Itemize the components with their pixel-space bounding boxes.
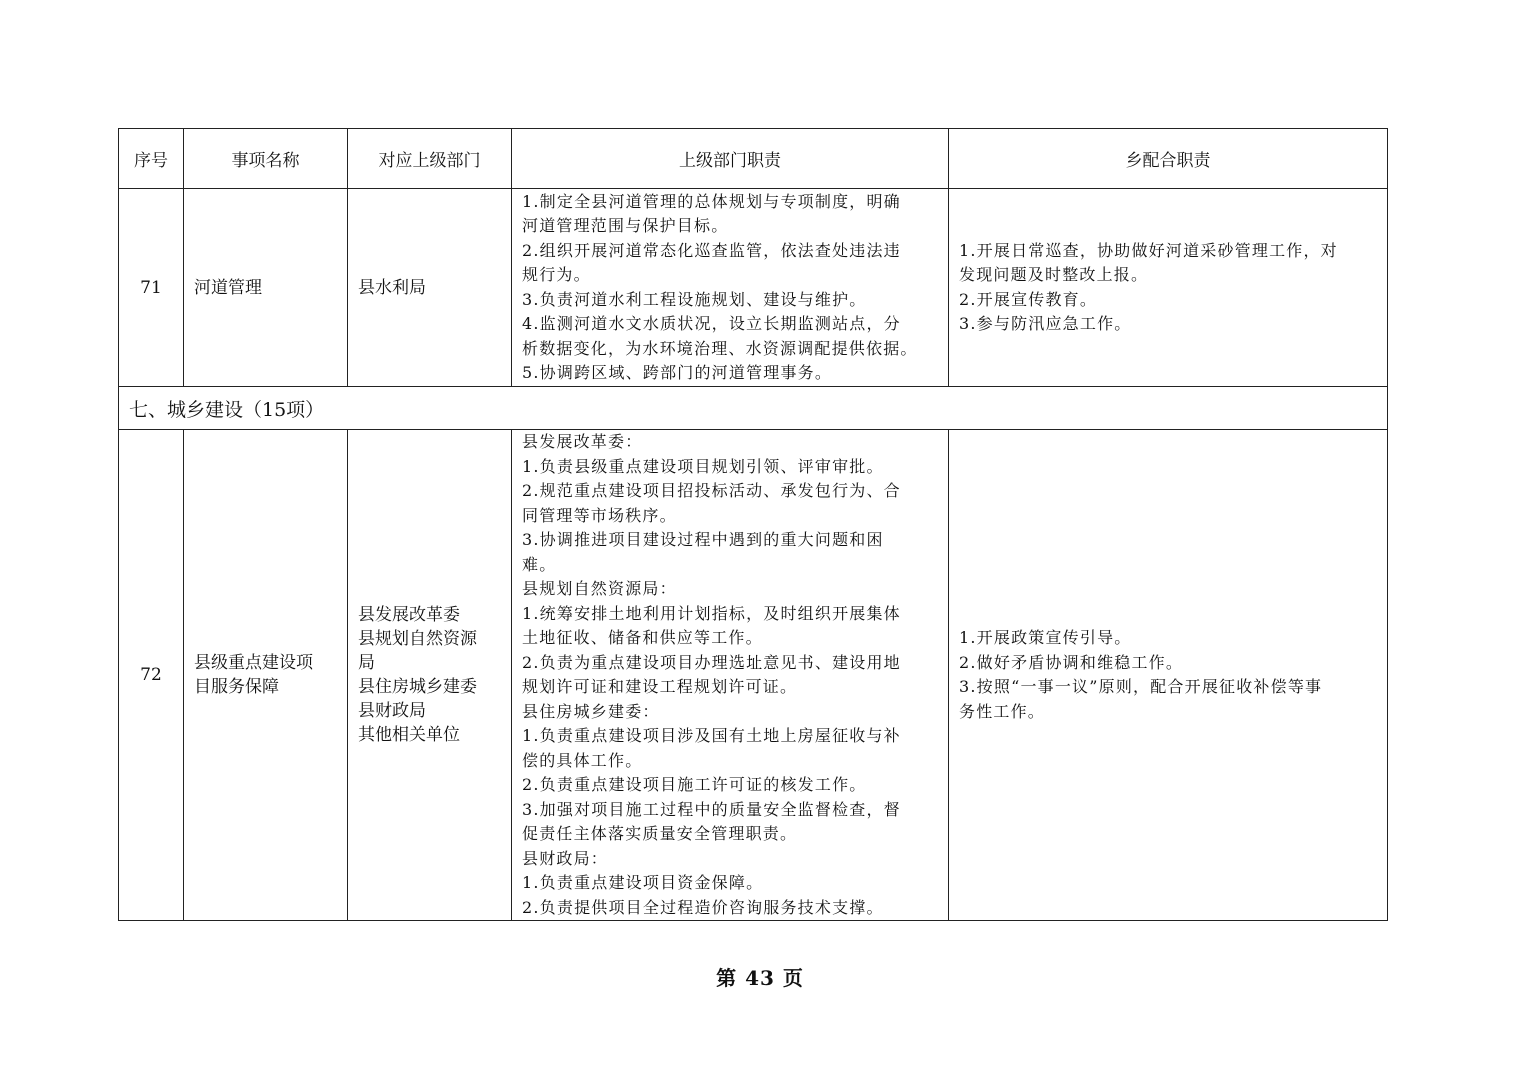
- row-duties: 1.制定全县河道管理的总体规划与专项制度，明确 河道管理范围与保护目标。 2.组织开展河道常态化巡查监管，依法查处违法违 规行为。 3.负责河道水利工程设施规划、建设与维护。 4.监测河道水文水质状况，设立长期监测站点，分 析数据变化，为水环境治理、水资源调配提供依据。 5.协调跨区域、跨部门的河道管理事务。: [512, 189, 949, 387]
- row-no: 72: [119, 430, 184, 921]
- header-coop: 乡配合职责: [949, 129, 1388, 189]
- row-duties: 县发展改革委： 1.负责县级重点建设项目规划引领、评审审批。 2.规范重点建设项目招投标活动、承发包行为、合 同管理等市场秩序。 3.协调推进项目建设过程中遇到的重大问题和困 难。 县规划自然资源局： 1.统筹安排土地利用计划指标，及时组织开展集体 土地征收、储备和供应等工作。 2.负责为重点建设项目办理选址意见书、建设用地 规划许可证和建设工程规划许可证。 县住房城乡建委： 1.负责重点建设项目涉及国有土地上房屋征收与补 偿的具体工作。 2.负责重点建设项目施工许可证的核发工作。 3.加强对项目施工过程中的质量安全监督检查，督 促责任主体落实质量安全管理职责。 县财政局： 1.负责重点建设项目资金保障。 2.负责提供项目全过程造价咨询服务技术支撑。: [512, 430, 949, 921]
- duty-table: [118, 128, 1388, 921]
- table-row: [119, 430, 1388, 921]
- row-name: 县级重点建设项 目服务保障: [184, 430, 348, 921]
- row-no: 71: [119, 189, 184, 387]
- row-coop: 1.开展日常巡查，协助做好河道采砂管理工作，对 发现问题及时整改上报。 2.开展宣传教育。 3.参与防汛应急工作。: [949, 189, 1388, 387]
- page-number: 第 43 页: [716, 966, 804, 990]
- header-dept: 对应上级部门: [348, 129, 512, 189]
- header-row: [119, 129, 1388, 189]
- section-row: [119, 387, 1388, 430]
- row-coop: 1.开展政策宣传引导。 2.做好矛盾协调和维稳工作。 3.按照“一事一议”原则，配合开展征收补偿等事 务性工作。: [949, 430, 1388, 921]
- row-dept: 县水利局: [348, 189, 512, 387]
- header-no: 序号: [119, 129, 184, 189]
- header-name: 事项名称: [184, 129, 348, 189]
- section-title: 七、城乡建设（15项）: [119, 387, 1388, 430]
- header-duties: 上级部门职责: [512, 129, 949, 189]
- row-dept: 县发展改革委 县规划自然资源 局 县住房城乡建委 县财政局 其他相关单位: [348, 430, 512, 921]
- row-name: 河道管理: [184, 189, 348, 387]
- table-row: [119, 189, 1388, 387]
